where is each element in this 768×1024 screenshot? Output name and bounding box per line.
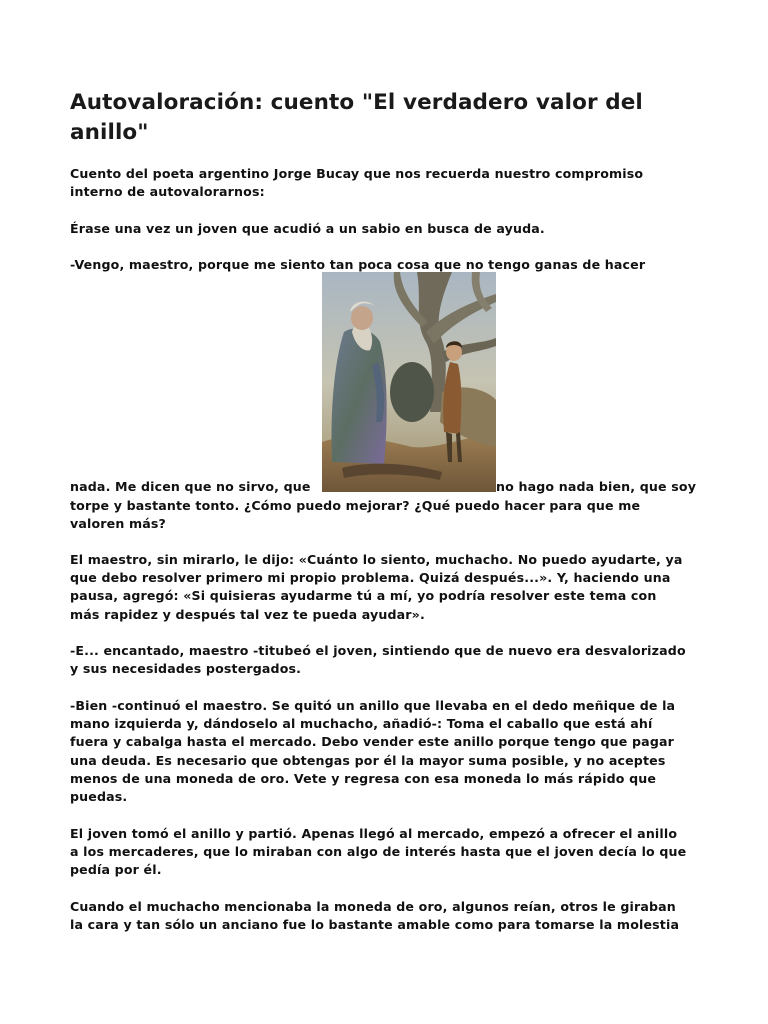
text-line: Cuando el muchacho mencionaba la moneda de oro, algunos reían, otros le giraban xyxy=(70,899,676,914)
text-line: interno de autovalorarnos: xyxy=(70,184,265,200)
text-line: una deuda. Es necesario que obtengas por él la mayor suma posible, y no aceptes xyxy=(70,752,666,768)
paragraph-4 xyxy=(70,642,702,678)
text-line: pausa, agregó: «Si quisieras ayudarme tú a mí, yo podría resolver este tema con xyxy=(70,588,657,604)
paragraph-3 xyxy=(70,551,702,624)
text-line: Érase una vez un joven que acudió a un sabio en busca de ayuda. xyxy=(70,221,545,236)
story-illustration xyxy=(322,272,496,492)
text-line: fuera y cabalga hasta el mercado. Debo vender este anillo porque tengo que pagar xyxy=(70,734,674,750)
text-line: valoren más? xyxy=(70,516,167,532)
text-line: pedía por él. xyxy=(70,862,162,878)
title-line: Autovaloración: cuento "El verdadero valor del xyxy=(70,90,643,115)
text-line: que debo resolver primero mi propio problema. Quizá después...». Y, haciendo una xyxy=(70,570,671,586)
article-title xyxy=(70,88,702,148)
text-segment-left: nada. Me dicen que no sirvo, que xyxy=(70,479,311,494)
text-line: la cara y tan sólo un anciano fue lo bastante amable como para tomarse la molestia xyxy=(70,917,680,933)
text-line: El joven tomó el anillo y partió. Apenas llegó al mercado, empezó a ofrecer el anillo xyxy=(70,826,678,841)
paragraph-1 xyxy=(70,220,702,238)
paragraph-2-rest xyxy=(70,497,702,533)
title-line: anillo" xyxy=(70,120,149,145)
text-line: y sus necesidades postergados. xyxy=(70,661,302,677)
intro-paragraph xyxy=(70,165,702,201)
text-line: torpe y bastante tonto. ¿Cómo puedo mejorar? ¿Qué puedo hacer para que me xyxy=(70,498,641,513)
paragraph-7 xyxy=(70,898,702,934)
text-line: a los mercaderes, que lo miraban con algo de interés hasta que el joven decía lo que xyxy=(70,844,687,860)
paragraph-5 xyxy=(70,697,702,806)
text-line: El maestro, sin mirarlo, le dijo: «Cuánto lo siento, muchacho. No puedo ayudarte, ya xyxy=(70,552,683,567)
text-line: puedas. xyxy=(70,789,128,805)
paragraph-6 xyxy=(70,825,702,880)
text-segment-right: no hago nada bien, que soy xyxy=(496,479,697,494)
text-line: más rapidez y después tal vez te pueda ayudar». xyxy=(70,606,425,622)
text-line: -E... encantado, maestro -titubeó el joven, sintiendo que de nuevo era desvalorizado xyxy=(70,643,686,658)
text-line: -Bien -continuó el maestro. Se quitó un anillo que llevaba en el dedo meñique de la xyxy=(70,698,676,713)
text-line: mano izquierda y, dándoselo al muchacho, añadió-: Toma el caballo que está ahí xyxy=(70,716,653,732)
text-line: menos de una moneda de oro. Vete y regresa con esa moneda lo más rápido que xyxy=(70,770,657,786)
text-line: Cuento del poeta argentino Jorge Bucay que nos recuerda nuestro compromiso xyxy=(70,166,644,181)
text-line: -Vengo, maestro, porque me siento tan poca cosa que no tengo ganas de hacer xyxy=(70,257,646,272)
